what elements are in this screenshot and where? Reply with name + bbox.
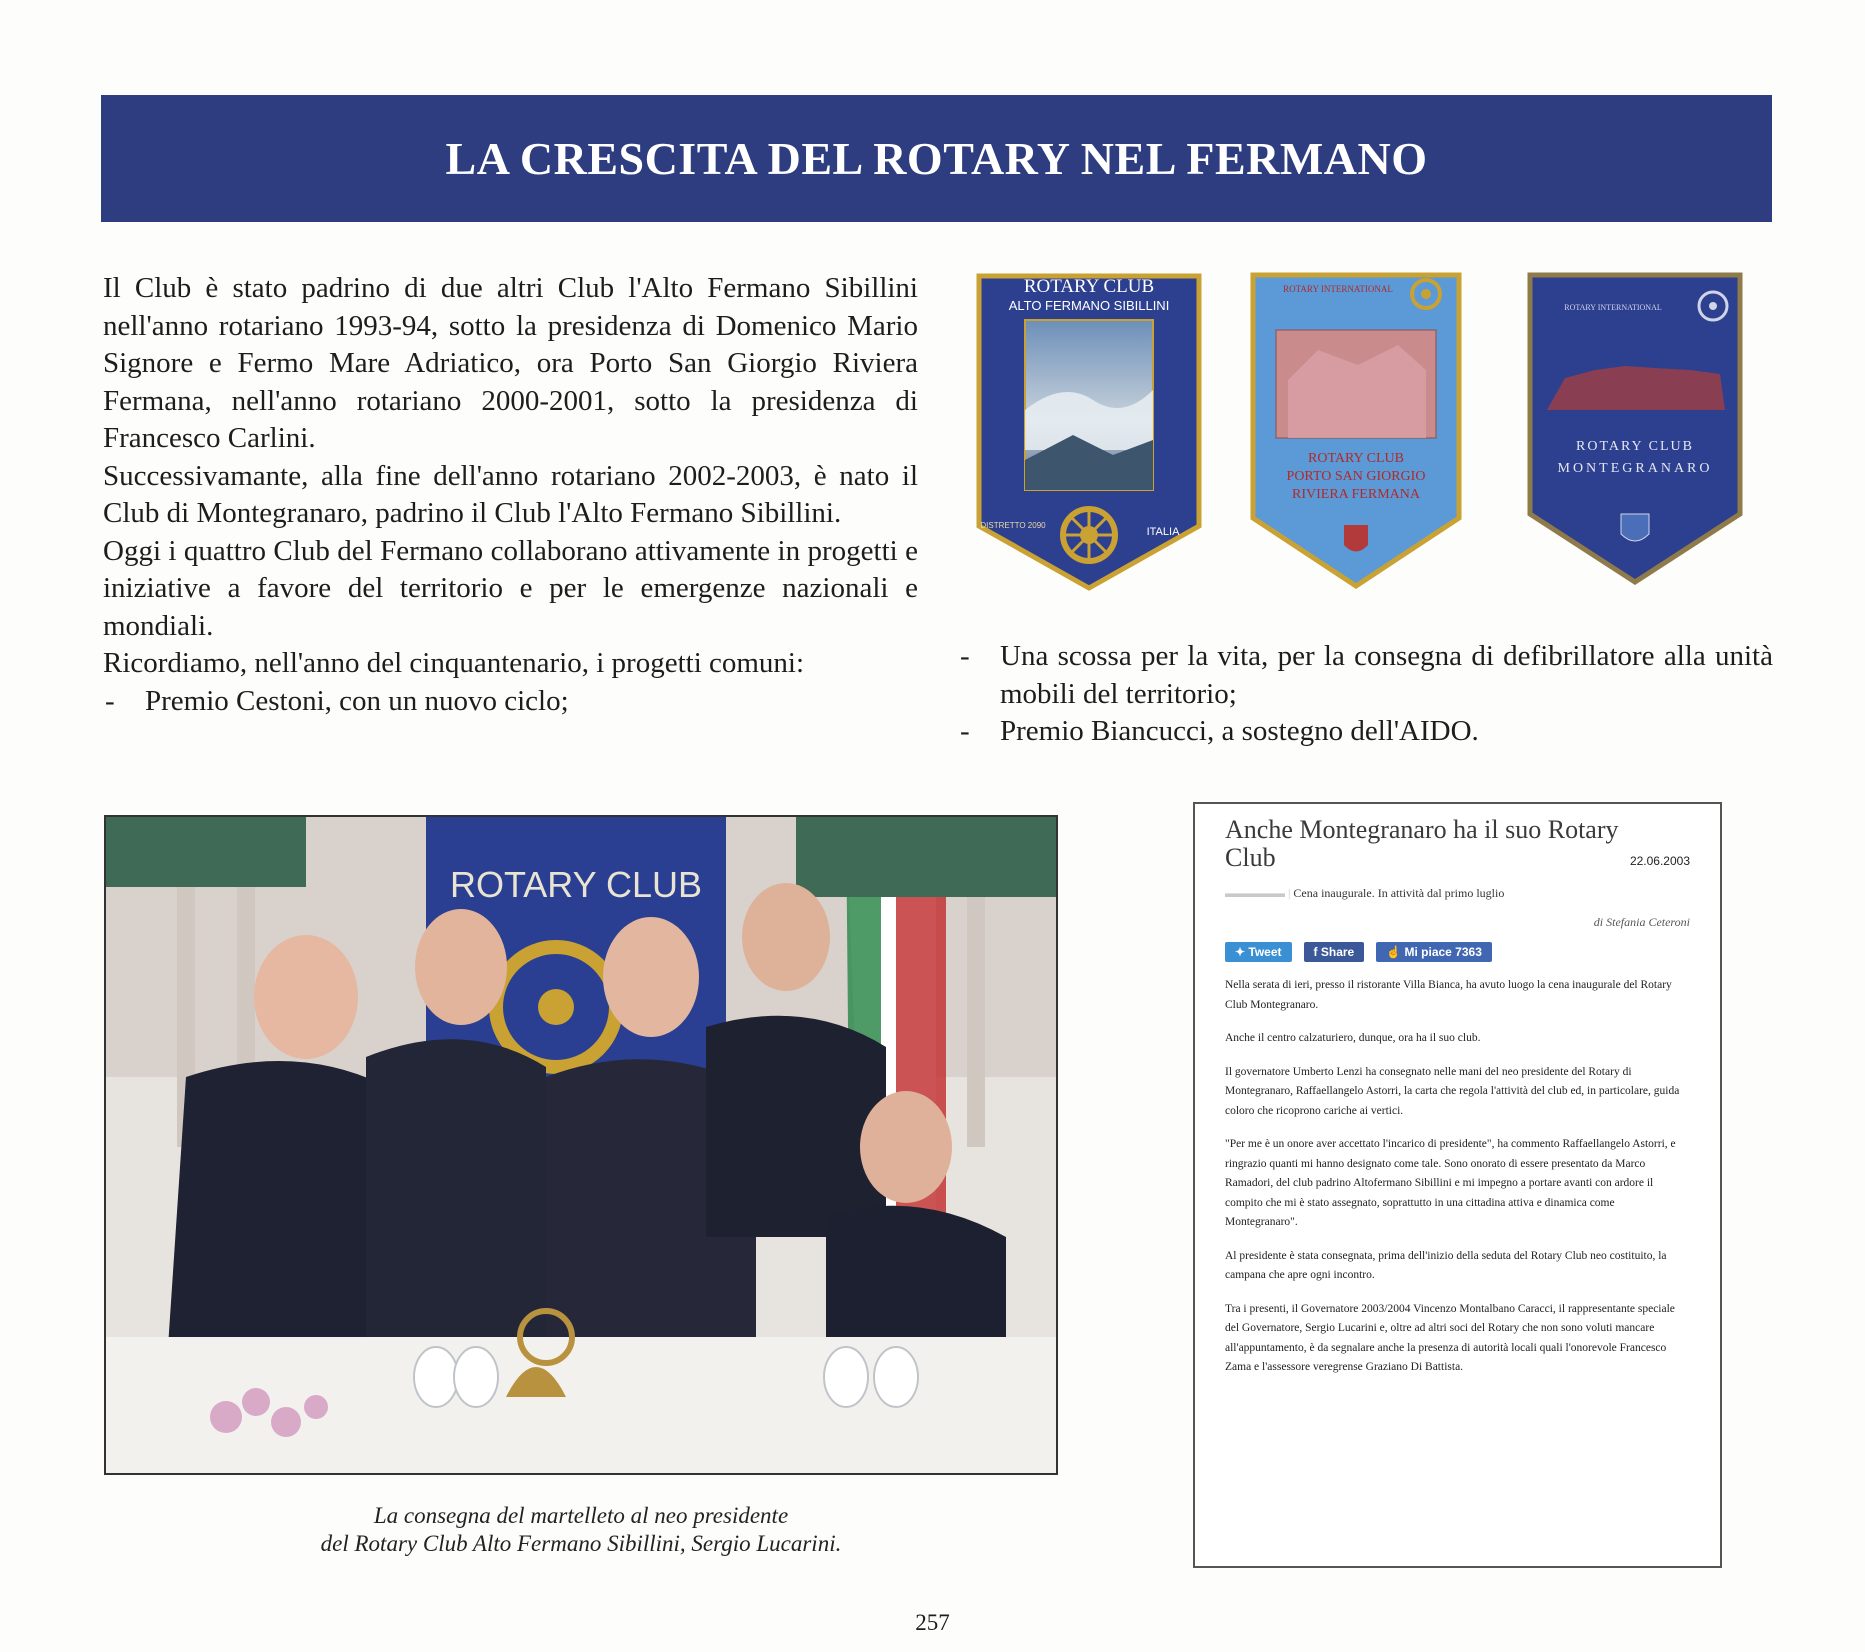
ceremony-photo [104, 815, 1058, 1475]
caption-line: La consegna del martelleto al neo presidente [373, 1503, 789, 1528]
faded-text-mark: ▬▬▬▬▬ | [1225, 886, 1294, 900]
crest-icon [1621, 514, 1649, 541]
pennant-alto-fermano [973, 270, 1205, 596]
clipping-subtitle: ▬▬▬▬▬ | Cena inaugurale. In attività dal primo luglio [1225, 886, 1505, 900]
clipping-paragraph: Al presidente è stata consegnata, prima dell'inizio della seduta del Rotary Club neo costituito, la campana che apre ogni incontro. [1225, 1249, 1667, 1281]
share-button[interactable]: f Share [1304, 942, 1365, 962]
intro-text [103, 270, 918, 720]
intro-paragraph: Ricordiamo, nell'anno del cinquantenario, i progetti comuni: [103, 647, 805, 679]
pennant-line3: MONTEGRANARO [1557, 461, 1713, 476]
project-item: - Una scossa per la vita, per la consegna di defibrillatore alla unità mobili del territorio; [958, 638, 1773, 713]
pennant-line1: ROTARY CLUB [1023, 276, 1155, 297]
pennant-country: ITALIA [1146, 526, 1180, 538]
clipping-date: 22.06.2003 [1629, 854, 1690, 868]
social-buttons [1225, 942, 1690, 962]
crest-icon [1344, 525, 1368, 552]
intro-paragraph: Oggi i quattro Club del Fermano collaborano attivamente in progetti e iniziative a favore del territorio e per le emergenze nazionali e mondiali. [103, 534, 918, 642]
project-item: - Premio Biancucci, a sostegno dell'AIDO. [958, 713, 1773, 751]
caption-line: del Rotary Club Alto Fermano Sibillini, Sergio Lucarini. [320, 1531, 842, 1556]
clipping-paragraph: Anche il centro calzaturiero, dunque, ora ha il suo club. [1225, 1032, 1481, 1044]
pennant-line2: ALTO FERMANO SIBILLINI [1008, 298, 1170, 313]
project-list-right [958, 638, 1773, 751]
pennant-line4: RIVIERA FERMANA [1292, 487, 1420, 502]
pennant-line2: ROTARY CLUB [1308, 451, 1404, 466]
page-title: LA CRESCITA DEL ROTARY NEL FERMANO [445, 133, 1428, 184]
news-clipping [1193, 802, 1722, 1568]
like-button[interactable]: ☝ Mi piace 7363 [1376, 942, 1492, 962]
ceremony-photo-illustration [106, 817, 1056, 1473]
pennant-porto-san-giorgio [1248, 270, 1464, 592]
clipping-paragraph: Tra i presenti, il Governatore 2003/2004 Vincenzo Montalbano Caracci, il rappresentante speciale del Governatore, Sergio Lucarini e, oltre ad altri soci del Rotary che non sono voluti mancare all'appuntamento, è da segnalare anche la presenza di autorità locali quali l'onorevole Francesco Zama e l'assessore veregrense Graziano Di Battista. [1225, 1302, 1675, 1373]
project-item: - Premio Cestoni, con un nuovo ciclo; [103, 683, 918, 721]
clipping-paragraph: Nella serata di ieri, presso il ristorante Villa Bianca, ha avuto luogo la cena inaugurale del Rotary Club Montegranaro. [1225, 979, 1672, 1011]
clipping-title: Anche Montegranaro ha il suo Rotary Club [1225, 815, 1619, 872]
clipping-author: di Stefania Ceteroni [1593, 915, 1690, 929]
pennant-line2: ROTARY CLUB [1576, 439, 1694, 454]
photo-banner-text: ROTARY CLUB [449, 864, 703, 905]
title-banner [101, 95, 1772, 222]
photo-caption [210, 1502, 952, 1558]
intro-paragraph: Successivamante, alla fine dell'anno rotariano 2002-2003, è nato il Club di Montegranaro, padrino il Club l'Alto Fermano Sibillini. [103, 459, 918, 529]
pennant-district: DISTRETTO 2090 [980, 521, 1046, 530]
pennant-line3: PORTO SAN GIORGIO [1286, 469, 1426, 484]
clipping-paragraph: "Per me è un onore aver accettato l'incarico di presidente", ha commento Raffaellangelo Astorri, e ringrazio quanti mi hanno designato come tale. Sono onorato di essere presentato da Marco Ramadori, del club padrino Altofermano Sibillini e mi impegno a portare avanti con ardore il compito che mi è stato assegnato, soprattutto in una cittadina attiva e dinamica come Montegranaro". [1225, 1138, 1676, 1228]
project-list-left [103, 683, 918, 721]
intro-paragraph: Il Club è stato padrino di due altri Club l'Alto Fermano Sibillini nell'anno rotariano 1993-94, sotto la presidenza di Domenico Mario Signore e Fermo Mare Adriatico, ora Porto San Giorgio Riviera Fermana, nell'anno rotariano 2000-2001, sotto la presidenza di Francesco Carlini. [103, 272, 918, 454]
tweet-button[interactable]: ✦ Tweet [1225, 942, 1292, 962]
page-number: 257 [915, 1610, 950, 1635]
pennant-montegranaro [1525, 270, 1745, 588]
pennant-line1: ROTARY INTERNATIONAL [1283, 284, 1393, 294]
clipping-paragraph: Il governatore Umberto Lenzi ha consegnato nelle mani del neo presidente del Rotary di Montegranaro, Raffaellangelo Astorri, la carta che regola l'attività del club ed, in particolare, guida coloro che ricoprono cariche ai vertici. [1225, 1065, 1680, 1117]
rotary-wheel-icon [1063, 509, 1115, 561]
pennant-line1: ROTARY INTERNATIONAL [1564, 303, 1662, 312]
